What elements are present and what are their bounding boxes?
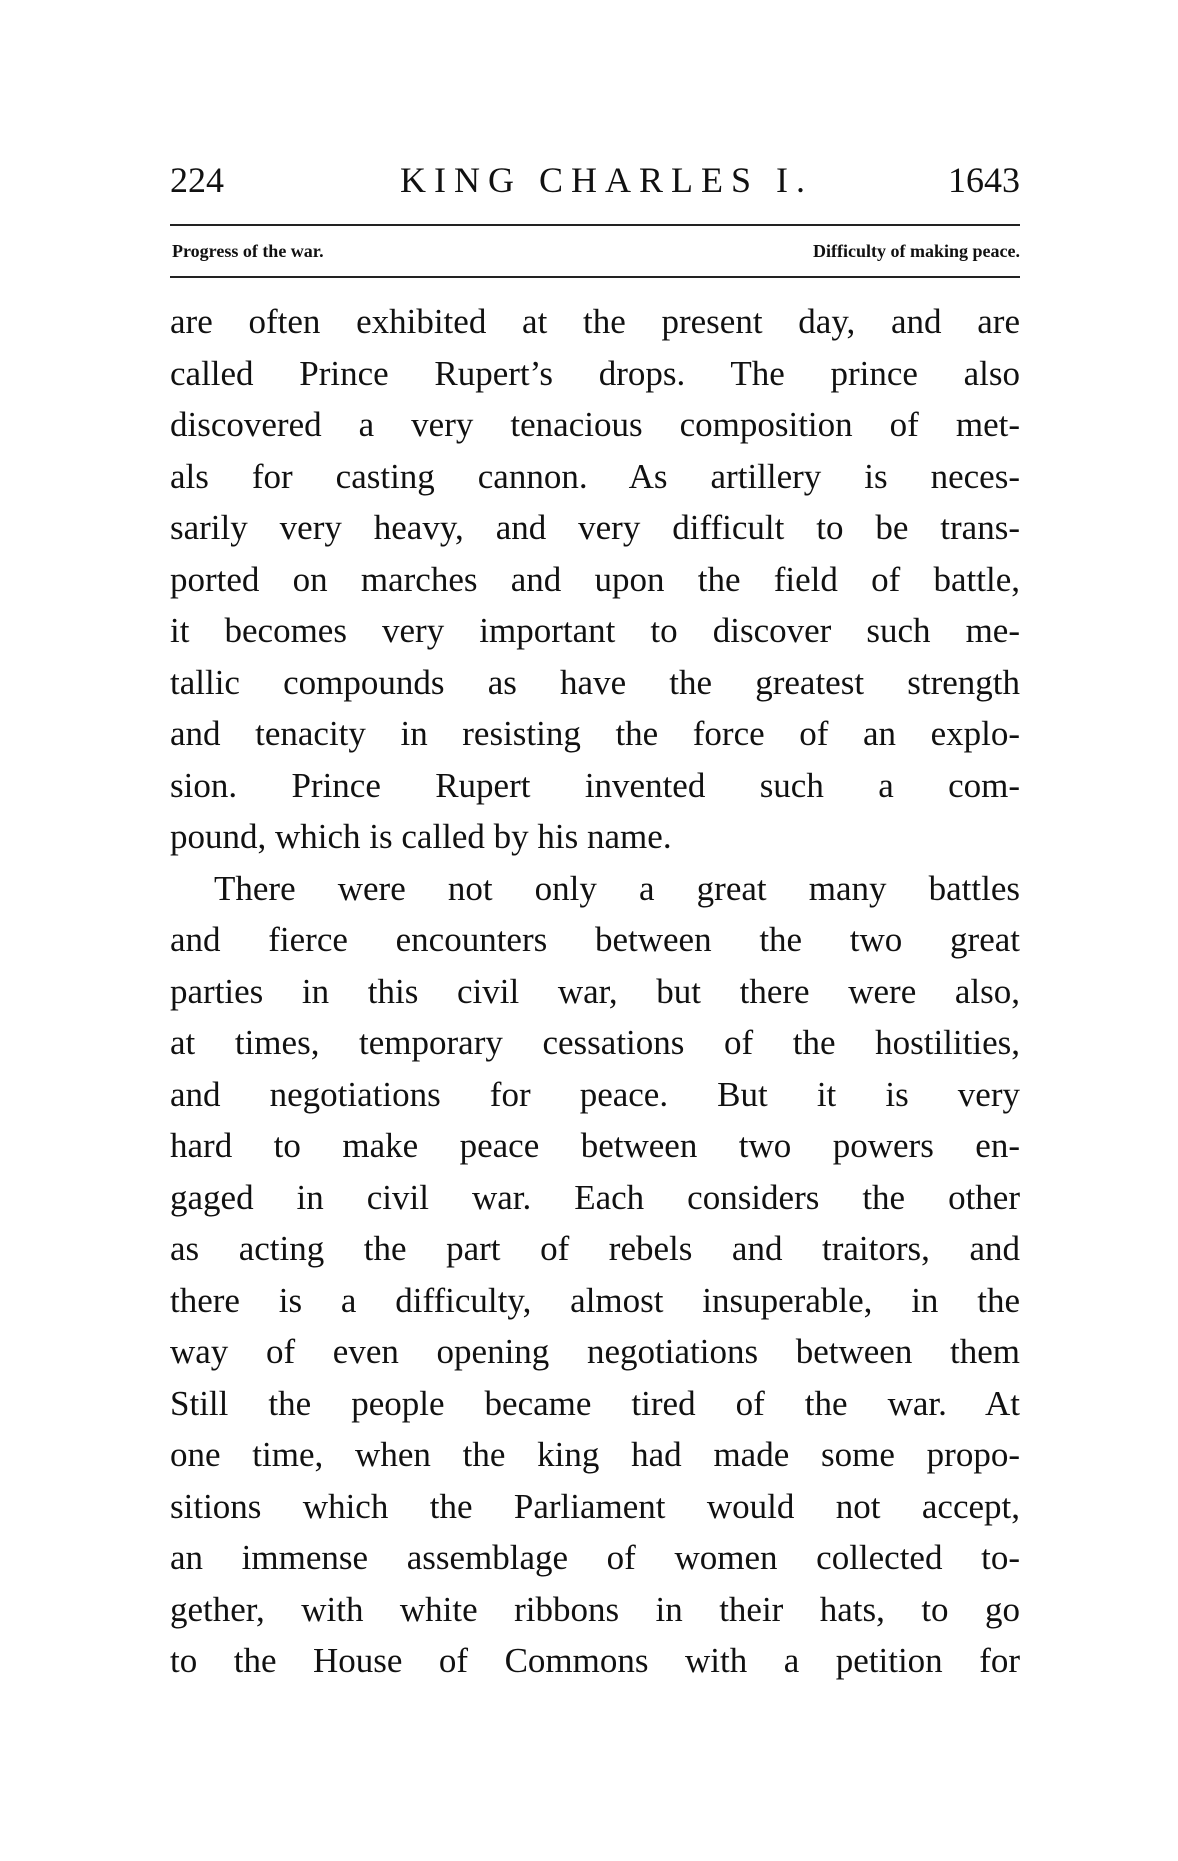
header-rule-top	[170, 224, 1020, 226]
text-line: one time, when the king had made some propo-	[170, 1435, 1020, 1474]
text-line: There were not only a great many battles	[214, 868, 1020, 908]
text-line: hard to make peace between two powers en-	[170, 1126, 1020, 1165]
text-line: and negotiations for peace. But it is very	[170, 1074, 1020, 1114]
text-line: tallic compounds as have the greatest strength	[170, 662, 1020, 702]
running-head	[170, 160, 1020, 220]
side-notes	[170, 236, 1020, 268]
text-line: parties in this civil war, but there were also,	[170, 971, 1020, 1011]
text-line: and fierce encounters between the two great	[170, 920, 1020, 959]
text-line: sion. Prince Rupert invented such a com-	[170, 765, 1020, 805]
book-title: KING CHARLES I.	[400, 160, 813, 200]
text-line: it becomes very important to discover such me-	[170, 611, 1020, 650]
header-rule-bottom	[170, 276, 1020, 278]
text-line: sarily very heavy, and very difficult to be trans-	[170, 508, 1020, 547]
text-line: als for casting cannon. As artillery is neces-	[170, 456, 1020, 496]
side-note-right: Difficulty of making peace.	[813, 241, 1020, 261]
year: 1643	[948, 160, 1020, 200]
text-line: ported on marches and upon the field of battle,	[170, 559, 1020, 599]
text-line: there is a difficulty, almost insuperable, in the	[170, 1280, 1020, 1320]
text-line: way of even opening negotiations between them	[170, 1332, 1020, 1371]
text-line: pound, which is called by his name.	[170, 817, 672, 856]
text-line: gether, with white ribbons in their hats, to go	[170, 1589, 1020, 1629]
text-line: sitions which the Parliament would not accept,	[170, 1486, 1020, 1526]
text-line: discovered a very tenacious composition of met-	[170, 405, 1020, 444]
text-line: at times, temporary cessations of the hostilities,	[170, 1023, 1020, 1062]
text-line: an immense assemblage of women collected to-	[170, 1538, 1020, 1577]
side-note-left: Progress of the war.	[172, 241, 324, 261]
page-number: 224	[170, 160, 224, 200]
text-line: Still the people became tired of the war. At	[170, 1383, 1020, 1423]
text-line: gaged in civil war. Each considers the other	[170, 1177, 1020, 1217]
text-line: called Prince Rupert’s drops. The prince also	[170, 353, 1020, 393]
text-line: are often exhibited at the present day, and are	[170, 302, 1020, 341]
body-text	[170, 296, 1020, 1687]
text-line: to the House of Commons with a petition for	[170, 1641, 1020, 1680]
text-line: and tenacity in resisting the force of an explo-	[170, 714, 1020, 753]
text-line: as acting the part of rebels and traitors, and	[170, 1229, 1020, 1268]
